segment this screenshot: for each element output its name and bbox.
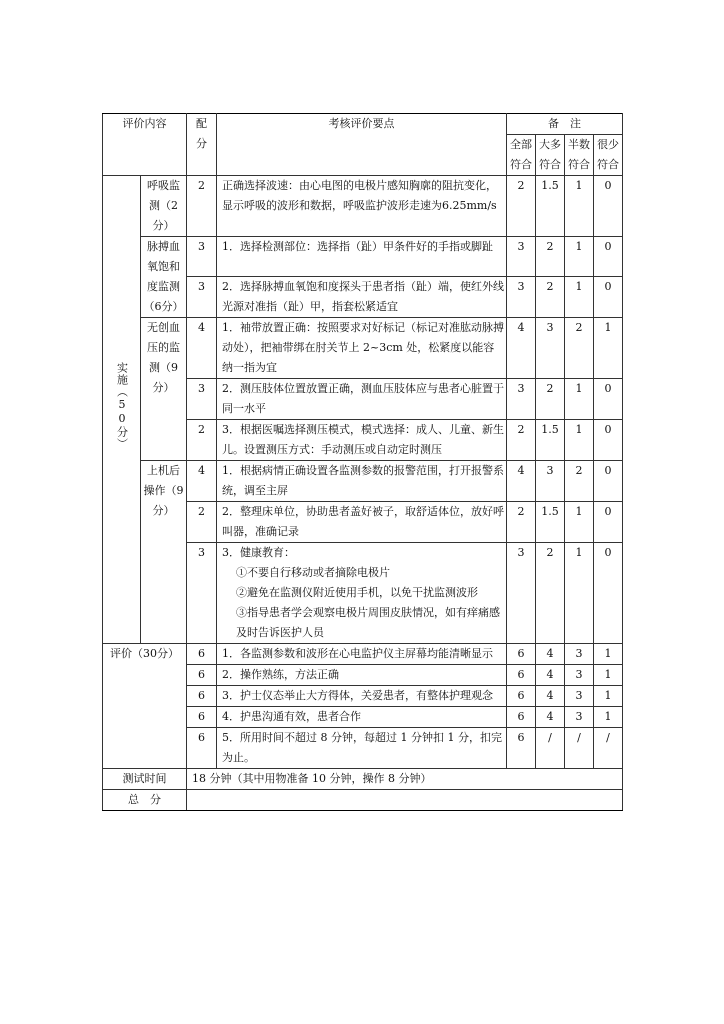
grade-cell: 4 [536, 686, 565, 707]
header-score: 配分 [187, 114, 217, 176]
row-text: 3．护士仪态举止大方得体，关爱患者，有整体护理观念 [217, 686, 507, 707]
health-education-item: ②避免在监测仪附近使用手机，以免干扰监测波形 [236, 586, 478, 599]
table-row [103, 790, 623, 811]
grade-cell: 1 [594, 686, 623, 707]
row-text: 1．根据病情正确设置各监测参数的报警范围，打开报警系统，调至主屏 [217, 461, 507, 502]
grade-cell: 4 [507, 461, 536, 502]
table-row [103, 237, 623, 277]
row-score: 6 [187, 644, 217, 665]
row-text: 3．根据医嘱选择测压模式，模式选择：成人、儿童、新生儿。设置测压方式：手动测压或自动定时测压 [217, 420, 507, 461]
grade-cell: 1.5 [536, 502, 565, 543]
header-grade-half: 半数符合 [565, 135, 594, 176]
grade-cell: 4 [507, 318, 536, 379]
row-score: 2 [187, 502, 217, 543]
row-score: 3 [187, 543, 217, 644]
row-score: 3 [187, 237, 217, 277]
grade-cell: / [536, 728, 565, 769]
row-text: 1．各监测参数和波形在心电监护仪主屏幕均能清晰显示 [217, 644, 507, 665]
grade-cell: 1.5 [536, 176, 565, 237]
grade-cell: 0 [594, 420, 623, 461]
grade-cell: 3 [536, 318, 565, 379]
grade-cell: 2 [507, 502, 536, 543]
grade-cell: 6 [507, 665, 536, 686]
grade-cell: 1 [594, 318, 623, 379]
grade-cell: 0 [594, 543, 623, 644]
header-remarks: 备 注 [507, 114, 623, 135]
grade-cell: 2 [536, 237, 565, 277]
row-text: 4．护患沟通有效，患者合作 [217, 707, 507, 728]
grade-cell: 1 [565, 543, 594, 644]
time-label: 测试时间 [103, 769, 187, 790]
group-resp: 呼吸监测（2分） [141, 176, 187, 237]
header-grade-little: 很少符合 [594, 135, 623, 176]
evaluation-table [102, 113, 623, 811]
grade-cell: 6 [507, 728, 536, 769]
header-content: 评价内容 [103, 114, 187, 176]
row-text-health-education [217, 543, 507, 644]
grade-cell: 0 [594, 176, 623, 237]
grade-cell: 6 [507, 644, 536, 665]
grade-cell: 1 [565, 502, 594, 543]
row-text: 1．选择检测部位：选择指（趾）甲条件好的手指或脚趾 [217, 237, 507, 277]
section-eval: 评价（30分） [103, 644, 187, 769]
grade-cell: 4 [536, 644, 565, 665]
grade-cell: 1 [594, 644, 623, 665]
row-score: 6 [187, 707, 217, 728]
health-education-item: ③指导患者学会观察电极片周围皮肤情况，如有痒痛感及时告诉医护人员 [236, 606, 500, 639]
section-impl-label: 实施（50分） [115, 362, 129, 450]
grade-cell: 2 [507, 176, 536, 237]
row-text: 2．选择脉搏血氧饱和度探头于患者指（趾）端，使红外线光源对准指（趾）甲，指套松紧适宜 [217, 277, 507, 318]
table-row [103, 644, 623, 665]
row-text: 2．整理床单位，协助患者盖好被子，取舒适体位，放好呼叫器，准确记录 [217, 502, 507, 543]
grade-cell: 1 [565, 237, 594, 277]
row-score: 2 [187, 420, 217, 461]
grade-cell: 2 [565, 461, 594, 502]
row-score: 6 [187, 686, 217, 707]
grade-cell: 2 [536, 277, 565, 318]
row-text: 1．袖带放置正确：按照要求对好标记（标记对准肱动脉搏动处），把袖带绑在肘关节上 2~3cm 处，松紧度以能容纳一指为宜 [217, 318, 507, 379]
section-impl [103, 176, 141, 644]
grade-cell: 2 [507, 420, 536, 461]
grade-cell: 1 [594, 707, 623, 728]
health-education-title: 3．健康教育： [222, 546, 295, 559]
grade-cell: 1 [565, 277, 594, 318]
grade-cell: 3 [565, 665, 594, 686]
total-value [187, 790, 623, 811]
grade-cell: 0 [594, 379, 623, 420]
grade-cell: 0 [594, 502, 623, 543]
grade-cell: / [594, 728, 623, 769]
group-nibp: 无创血压的监测（9分） [141, 318, 187, 461]
table-row [103, 176, 623, 237]
row-score: 3 [187, 379, 217, 420]
grade-cell: 3 [536, 461, 565, 502]
grade-cell: 2 [536, 379, 565, 420]
row-text: 2．测压肢体位置放置正确，测血压肢体应与患者心脏置于同一水平 [217, 379, 507, 420]
row-text: 正确选择波速：由心电图的电极片感知胸廓的阻抗变化，显示呼吸的波形和数据，呼吸监护波形走速为6.25mm/s [217, 176, 507, 237]
grade-cell: 2 [536, 543, 565, 644]
grade-cell: 6 [507, 686, 536, 707]
grade-cell: 0 [594, 461, 623, 502]
grade-cell: 1 [565, 176, 594, 237]
row-score: 2 [187, 176, 217, 237]
grade-cell: 3 [507, 543, 536, 644]
row-score: 6 [187, 665, 217, 686]
row-text: 2．操作熟练，方法正确 [217, 665, 507, 686]
group-spo2: 脉搏血氧饱和度监测（6分） [141, 237, 187, 318]
table-row [103, 461, 623, 502]
group-post: 上机后操作（9分） [141, 461, 187, 644]
grade-cell: 1 [594, 665, 623, 686]
header-grade-most: 大多符合 [536, 135, 565, 176]
grade-cell: 3 [565, 644, 594, 665]
grade-cell: 3 [507, 277, 536, 318]
grade-cell: 1 [565, 379, 594, 420]
header-row [103, 114, 623, 135]
row-score: 4 [187, 318, 217, 379]
grade-cell: 3 [507, 237, 536, 277]
table-body [103, 114, 623, 811]
row-score: 3 [187, 277, 217, 318]
row-text: 5．所用时间不超过 8 分钟，每超过 1 分钟扣 1 分，扣完为止。 [217, 728, 507, 769]
time-value: 18 分钟（其中用物准备 10 分钟，操作 8 分钟） [187, 769, 623, 790]
grade-cell: 1.5 [536, 420, 565, 461]
grade-cell: 4 [536, 707, 565, 728]
grade-cell: 2 [565, 318, 594, 379]
grade-cell: 6 [507, 707, 536, 728]
grade-cell: 0 [594, 237, 623, 277]
header-grade-full: 全部符合 [507, 135, 536, 176]
grade-cell: 1 [565, 420, 594, 461]
grade-cell: / [565, 728, 594, 769]
health-education-item: ①不要自行移动或者摘除电极片 [236, 566, 390, 579]
row-score: 6 [187, 728, 217, 769]
row-score: 4 [187, 461, 217, 502]
total-label: 总 分 [103, 790, 187, 811]
grade-cell: 0 [594, 277, 623, 318]
grade-cell: 3 [507, 379, 536, 420]
table-row [103, 318, 623, 379]
table-row [103, 769, 623, 790]
header-points: 考核评价要点 [217, 114, 507, 176]
grade-cell: 3 [565, 707, 594, 728]
grade-cell: 3 [565, 686, 594, 707]
grade-cell: 4 [536, 665, 565, 686]
